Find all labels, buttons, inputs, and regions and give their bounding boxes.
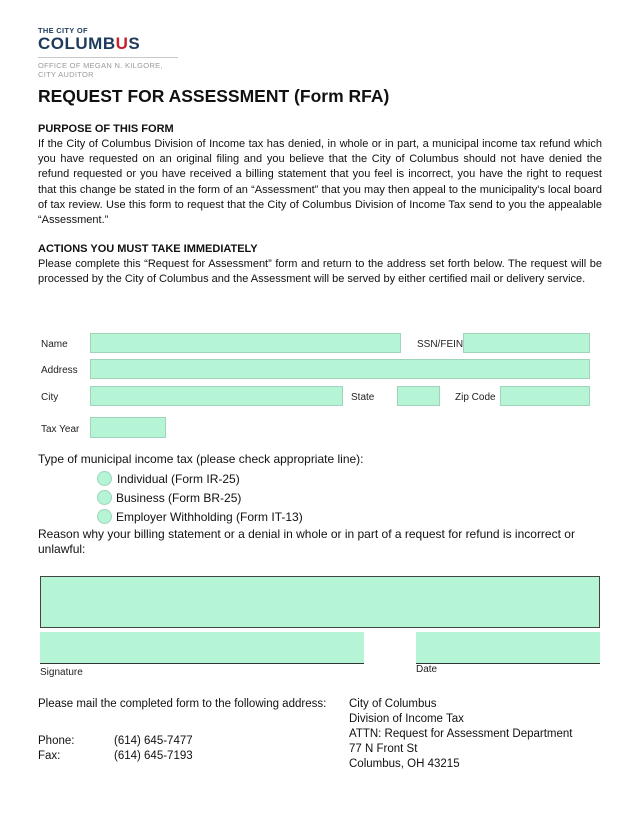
mail-address-line4: 77 N Front St [349, 743, 418, 755]
logo-office-line1: OFFICE OF MEGAN N. KILGORE, [38, 61, 163, 70]
city-label: City [41, 392, 59, 403]
employer-withholding-checkbox[interactable] [97, 509, 112, 524]
logo-wordmark-main: COLUMB [38, 34, 116, 53]
reason-prompt-line2: unlawful: [38, 542, 86, 556]
zip-input[interactable] [500, 386, 590, 406]
city-input[interactable] [90, 386, 343, 406]
name-input[interactable] [90, 333, 401, 353]
signature-field[interactable] [40, 632, 364, 663]
date-field[interactable] [416, 632, 600, 663]
name-label: Name [41, 339, 68, 350]
fax-label: Fax: [38, 750, 61, 762]
city-logo [38, 26, 188, 79]
logo-small-text: THE CITY OF [38, 26, 88, 35]
actions-text: Please complete this “Request for Assessment” form and return to the address set forth below. The request will be processed by the City of Columbus and the Assessment will be served by either certified mail or delivery service. [38, 258, 602, 286]
logo-office-line2: CITY AUDITOR [38, 70, 94, 79]
form-title: REQUEST FOR ASSESSMENT (Form RFA) [38, 86, 390, 106]
date-label: Date [416, 664, 438, 675]
purpose-text: If the City of Columbus Division of Income tax has denied, in whole or in part, a municipal income tax refund which you have requested on an original filing and you believe that the City of Columbus should not have denied the refund requested or you have received a billing statement that you feel is incorrect, you have the right to request that this change be stated in the form of an “Assessment” that you may then appeal to the municipality's local board of tax review. Use this form to request that the City of Columbus Division of Income Tax send to you the appealable “Assessment.” [38, 138, 602, 227]
ssn-label: SSN/FEIN [417, 339, 464, 350]
address-input[interactable] [90, 359, 590, 379]
logo-wordmark-tail: S [128, 34, 141, 53]
reason-prompt-line1: Reason why your billing statement or a denial in whole or in part of a request for refund is incorrect or [38, 527, 575, 541]
tax-year-label: Tax Year [41, 424, 80, 435]
business-option-label: Business (Form BR-25) [116, 491, 242, 505]
mail-address-line5: Columbus, OH 43215 [349, 758, 460, 770]
actions-heading: ACTIONS YOU MUST TAKE IMMEDIATELY [38, 243, 258, 255]
logo-wordmark-accent: U [115, 34, 129, 53]
phone-label: Phone: [38, 735, 75, 747]
mail-address-line1: City of Columbus [349, 698, 437, 710]
zip-label: Zip Code [455, 392, 496, 403]
signature-label: Signature [40, 667, 83, 678]
tax-type-prompt: Type of municipal income tax (please check appropriate line): [38, 452, 364, 466]
logo-wordmark [38, 35, 188, 53]
business-checkbox[interactable] [97, 490, 112, 505]
logo-divider [38, 57, 178, 58]
reason-textarea[interactable] [40, 576, 600, 628]
employer-withholding-option-label: Employer Withholding (Form IT-13) [116, 510, 303, 524]
purpose-heading: PURPOSE OF THIS FORM [38, 123, 174, 135]
tax-year-input[interactable] [90, 417, 166, 438]
individual-checkbox[interactable] [97, 471, 112, 486]
fax-number: (614) 645-7193 [114, 750, 193, 762]
signature-line [40, 663, 364, 664]
phone-number: (614) 645-7477 [114, 735, 193, 747]
state-label: State [351, 392, 375, 403]
mail-address-line2: Division of Income Tax [349, 713, 464, 725]
address-label: Address [41, 365, 78, 376]
individual-option-label: Individual (Form IR-25) [117, 472, 240, 486]
ssn-input[interactable] [463, 333, 590, 353]
state-input[interactable] [397, 386, 440, 406]
mail-address-line3: ATTN: Request for Assessment Department [349, 728, 573, 740]
mail-prompt: Please mail the completed form to the following address: [38, 698, 327, 710]
date-line [416, 663, 600, 664]
